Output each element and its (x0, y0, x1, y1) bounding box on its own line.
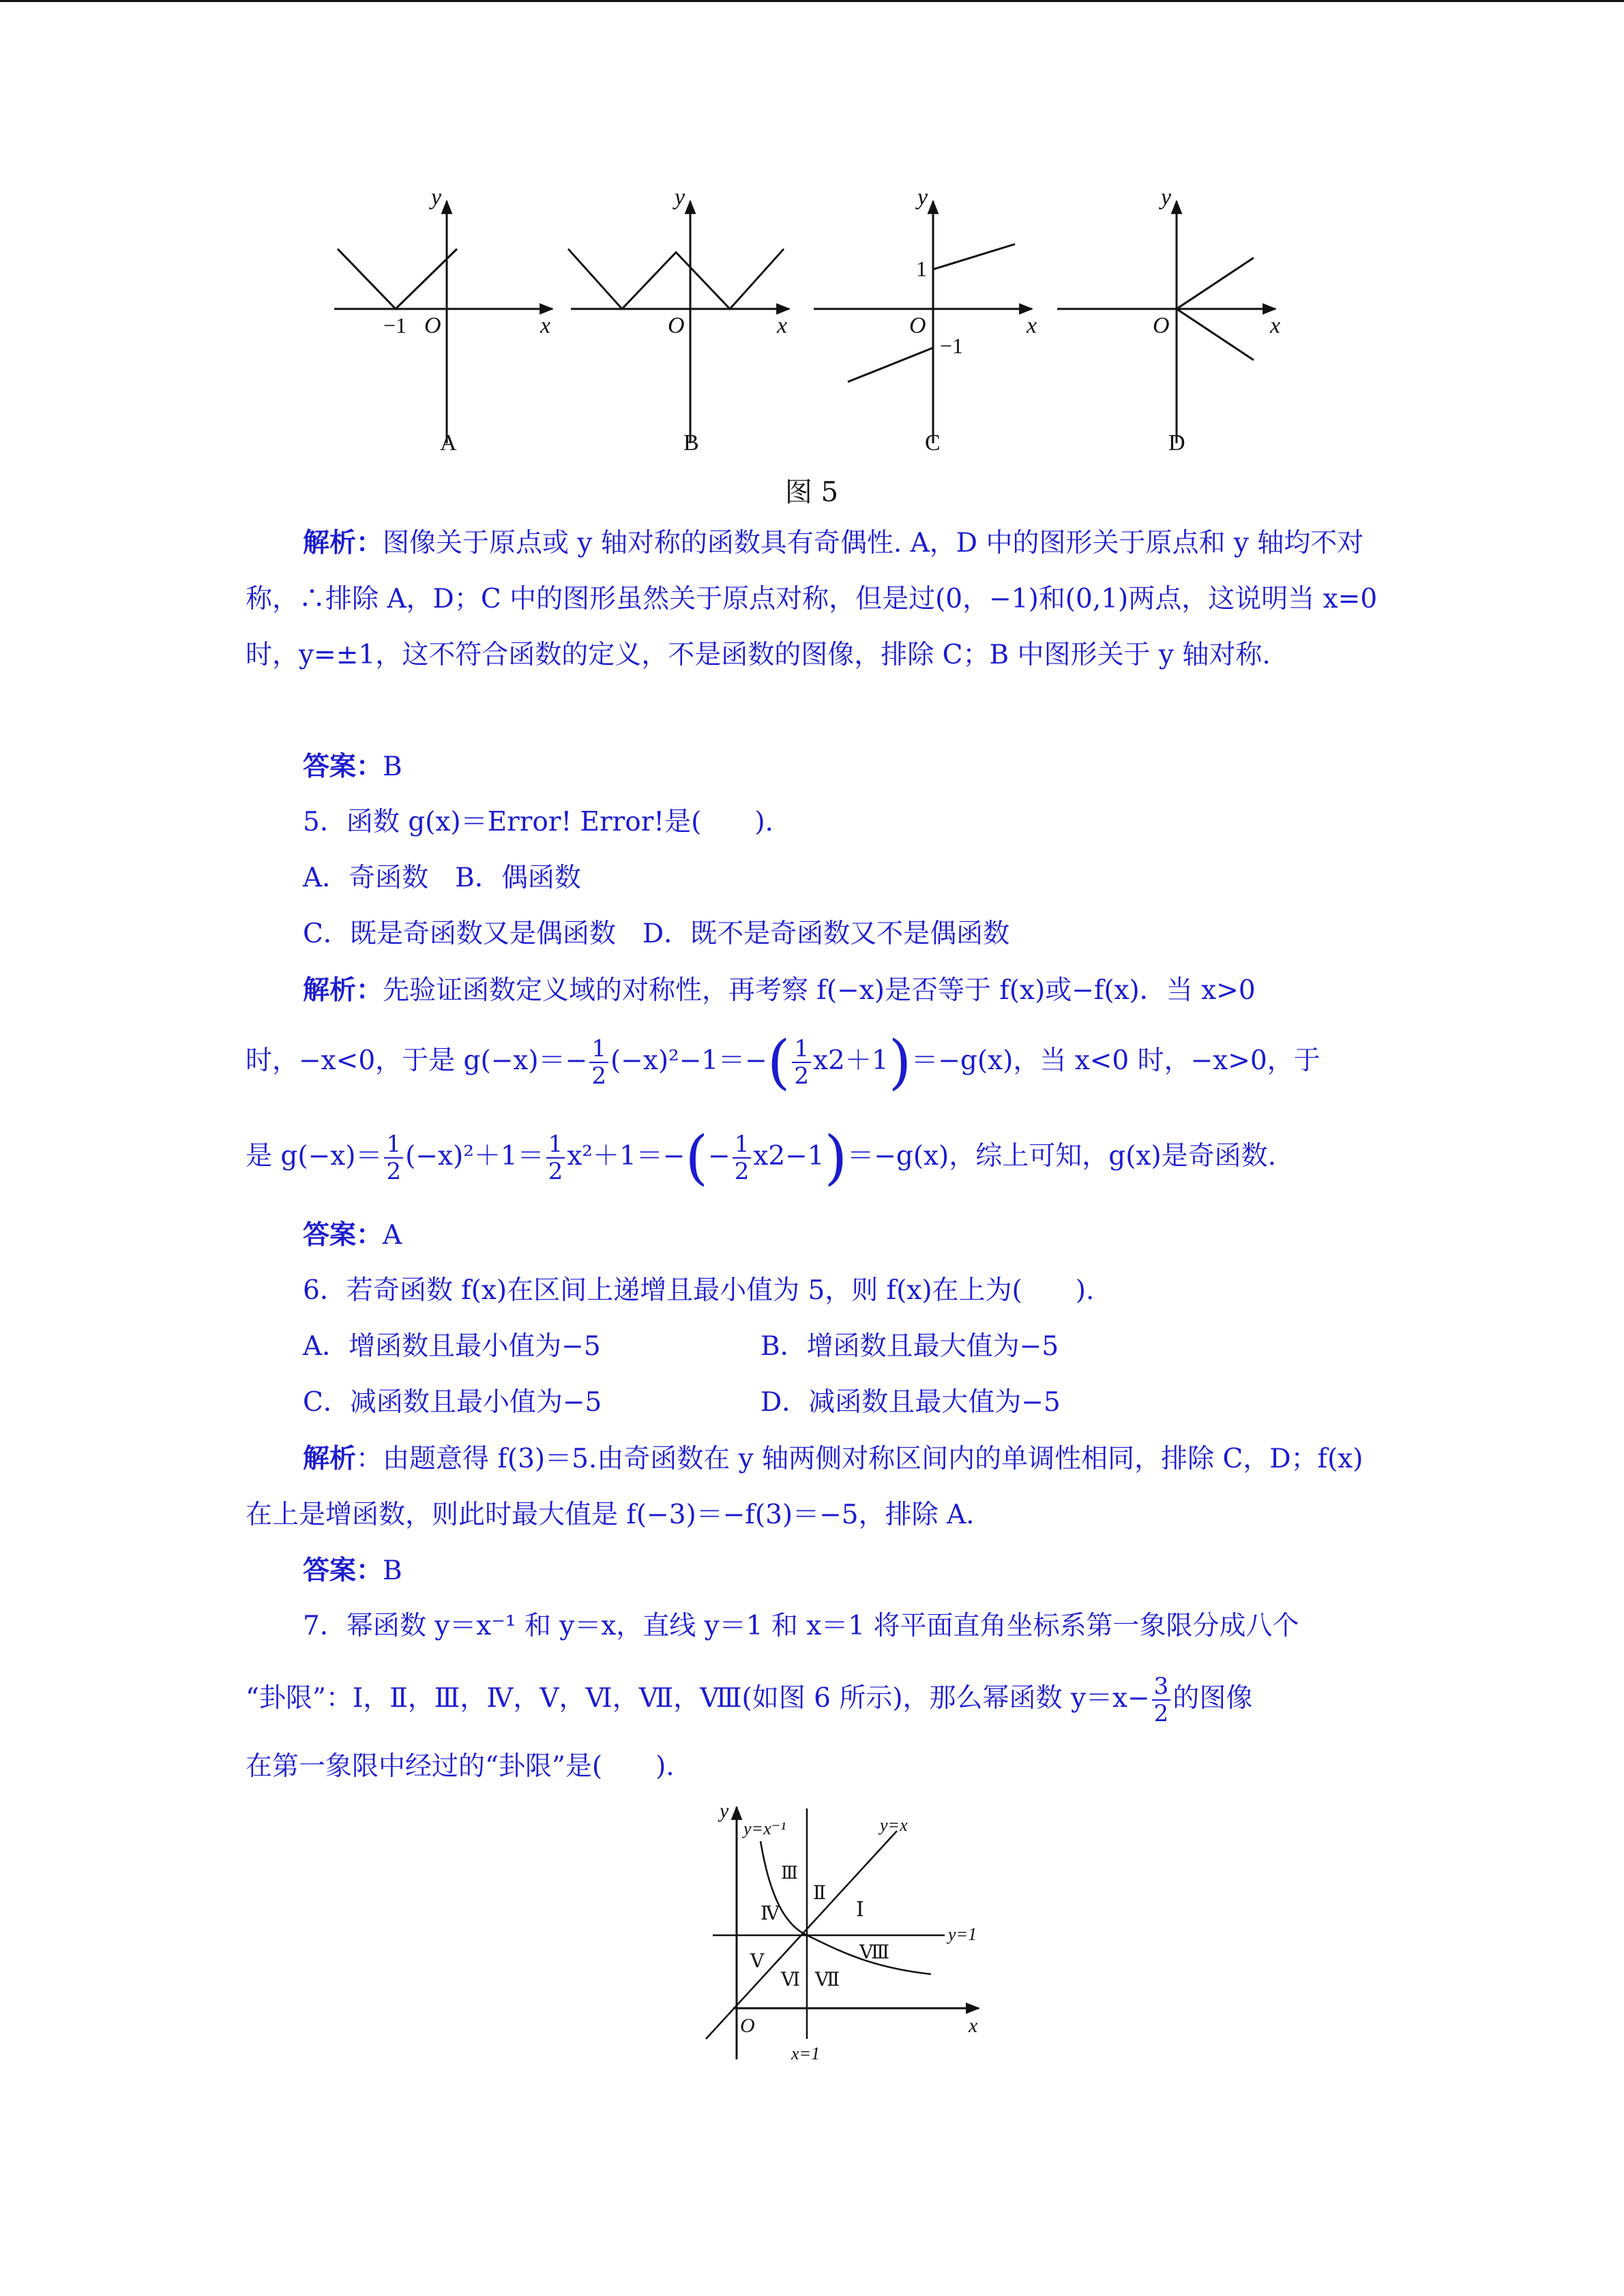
answer-value: B (383, 1555, 402, 1586)
option-a: A．增函数且最小值为−5 (303, 1331, 601, 1362)
math-text: “卦限”：Ⅰ，Ⅱ，Ⅲ，Ⅳ，Ⅴ，Ⅵ，Ⅶ，Ⅷ(如图 6 所示)，那么幂函数 y＝x− (246, 1683, 1150, 1714)
region-label: Ⅴ (750, 1951, 765, 1972)
region-label: Ⅵ (781, 1969, 801, 1991)
region-label: Ⅲ (781, 1863, 799, 1883)
analysis-text: 先验证函数定义域的对称性，再考察 f(−x)是否等于 f(x)或−f(x)．当 x>0 (383, 975, 1256, 1006)
q4-answer (246, 739, 1378, 795)
graph-a (334, 185, 552, 456)
q7-stem-line-1: 7．幂函数 y＝x⁻¹ 和 y＝x，直线 y＝1 和 x＝1 将平面直角坐标系第一象限分成八个 (303, 1611, 1299, 1641)
q7-stem-line-3: 在第一象限中经过的“卦限”是( ). (246, 1751, 675, 1782)
analysis-text: 图像关于原点或 y 轴对称的函数具有奇偶性. A，D 中的图形关于原点和 y 轴均不对称，∴排除 A，D；C 中的图形虽然关于原点对称，但是过(0，−1)和(0,1)两点，这说明当 x=0 时，y=±1，这不符合函数的定义，不是函数的图像，排除 C；B 中图形关于 y 轴对称. (246, 528, 1378, 670)
fraction: $\frac{1}{2}$ (546, 1131, 565, 1184)
analysis-label: 解析： (303, 974, 383, 1006)
fraction: $\frac{3}{2}$ (1152, 1673, 1171, 1727)
figure-6 (696, 1800, 996, 2066)
graph-c (814, 185, 1037, 456)
q6-answer (246, 1542, 1378, 1599)
q6-options-cd (246, 1375, 1378, 1431)
y1-label: y=1 (948, 1924, 977, 1944)
region-label: Ⅷ (859, 1942, 890, 1963)
math-text: x2−1 (753, 1141, 825, 1172)
q5-analysis-line-3: 是 g(−x)＝ $\frac{1}{2}$ (−x)²＋1＝ $\frac{1}{2}$ x²＋1＝−(− $\frac{1}{2}$ x2−1)＝−g(x)，综上可知，g(x)是奇函数. (246, 1124, 1277, 1192)
panel-label-c: C (925, 430, 941, 456)
region-label: Ⅳ (761, 1903, 780, 1924)
math-text: ＝−g(x)，当 x<0 时，−x>0，于 (911, 1045, 1320, 1076)
origin-label: O (424, 313, 441, 338)
q5-stem: 5．函数 g(x)＝Error! Error!是( ). (303, 807, 773, 837)
origin-label: O (909, 313, 926, 338)
x1-label: x=1 (791, 2044, 821, 2063)
q6-analysis (246, 1431, 1378, 1543)
answer-label: 答案： (303, 1555, 383, 1586)
axis-y-label: y (675, 185, 685, 210)
q5-options-ab: A．奇函数 B．偶函数 (303, 863, 581, 893)
panel-label-a: A (440, 430, 457, 456)
q6-options-ab (246, 1319, 1378, 1375)
axis-y-label: y (431, 185, 442, 210)
axis-y-label: y (917, 185, 928, 210)
origin-label: O (1153, 313, 1170, 338)
axis-x-label: x (969, 2014, 978, 2037)
region-label: Ⅱ (813, 1883, 827, 1904)
fraction: $\frac{1}{2}$ (792, 1036, 811, 1089)
curve-label: y=x⁻¹ (743, 1819, 786, 1838)
q4-analysis (246, 515, 1378, 683)
region-label: Ⅶ (815, 1969, 840, 1991)
math-text: (−x)²−1＝− (610, 1045, 767, 1076)
option-d: D．减函数且最大值为−5 (761, 1387, 1061, 1418)
math-text: 是 g(−x)＝ (246, 1141, 383, 1172)
panel-label-b: B (683, 430, 699, 456)
axis-y-label: y (1161, 185, 1172, 210)
fraction: $\frac{1}{2}$ (733, 1131, 752, 1184)
figure-5-caption: 图 5 (784, 477, 839, 508)
axis-x-label: x (777, 313, 788, 338)
answer-value: B (383, 751, 402, 782)
q6-stem: 6．若奇函数 f(x)在区间上递增且最小值为 5，则 f(x)在上为( ). (303, 1275, 1095, 1306)
region-label: Ⅰ (856, 1898, 864, 1921)
tick-label: 1 (916, 256, 927, 281)
figure-5 (321, 184, 1310, 464)
axis-x-label: x (540, 313, 551, 338)
option-c: C．减函数且最小值为−5 (303, 1387, 602, 1418)
answer-label: 答案： (303, 1219, 383, 1251)
tick-label: −1 (383, 313, 407, 338)
math-text: 的图像 (1172, 1683, 1253, 1714)
origin-label: O (740, 2014, 755, 2037)
fraction: $\frac{1}{2}$ (589, 1036, 608, 1089)
analysis-text: ：由题意得 f(3)＝5.由奇函数在 y 轴两侧对称区间内的单调性相同，排除 C，D；f(x)在上是增函数，则此时最大值是 f(−3)＝−f(3)＝−5，排除 A. (246, 1444, 1363, 1530)
line-label: y=x (880, 1815, 908, 1835)
graph-d (1057, 185, 1280, 456)
q5-analysis-line-2: 时，−x<0，于是 g(−x)＝− $\frac{1}{2}$ (−x)²−1＝−( $\frac{1}{2}$ x2＋1)＝−g(x)，当 x<0 时，−x>0，于 (246, 1028, 1320, 1097)
analysis-label: 解析 (303, 1443, 357, 1474)
math-text: 时，−x<0，于是 g(−x)＝− (246, 1045, 588, 1076)
page-top-border (0, 0, 1624, 2)
analysis-label: 解析： (303, 527, 383, 558)
math-text: ＝−g(x)，综上可知，g(x)是奇函数. (847, 1141, 1277, 1172)
axis-x-label: x (1270, 313, 1281, 338)
tick-label: −1 (940, 333, 964, 358)
q5-analysis-line-1 (246, 962, 1378, 1019)
axis-x-label: x (1027, 313, 1037, 338)
panel-label-d: D (1168, 430, 1185, 456)
answer-label: 答案： (303, 751, 383, 782)
origin-label: O (668, 313, 685, 338)
axis-y-label: y (720, 1800, 729, 1822)
math-text: x²＋1＝− (567, 1141, 685, 1172)
math-text: x2＋1 (813, 1045, 889, 1076)
answer-value: A (383, 1220, 402, 1251)
math-text: (−x)²＋1＝ (405, 1141, 544, 1172)
fraction: $\frac{1}{2}$ (384, 1131, 403, 1184)
graph-b (568, 185, 789, 456)
q7-stem-line-2 (246, 1671, 1378, 1727)
q5-options-cd: C．既是奇函数又是偶函数 D．既不是奇函数又不是偶函数 (303, 919, 1010, 949)
option-b: B．增函数且最大值为−5 (761, 1331, 1059, 1362)
q5-answer (246, 1207, 1378, 1264)
